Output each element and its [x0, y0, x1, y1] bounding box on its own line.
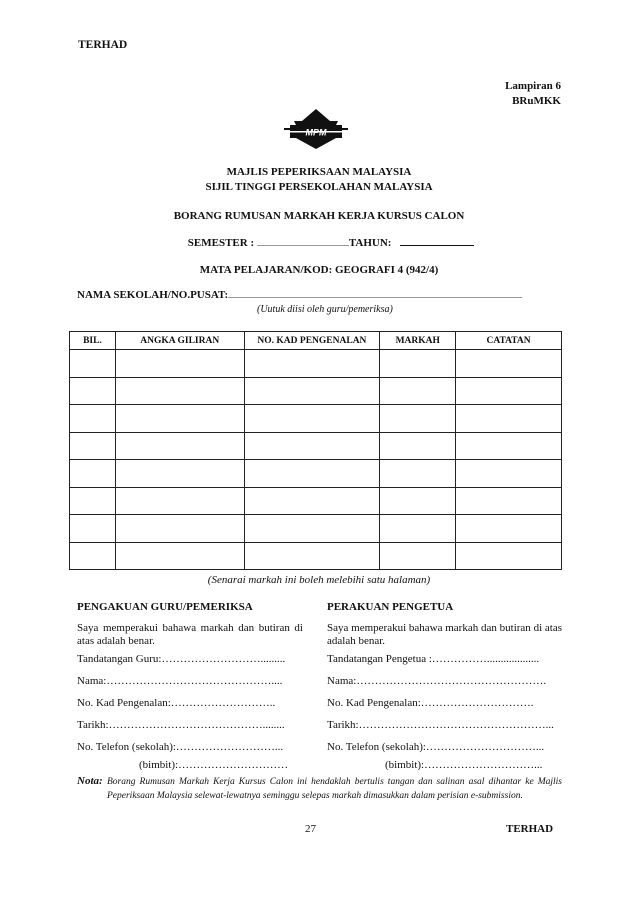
table-cell[interactable] — [244, 405, 380, 433]
table-row — [70, 350, 562, 378]
table-cell[interactable] — [115, 515, 244, 543]
table-cell[interactable] — [456, 460, 562, 488]
appendix-line-1: Lampiran 6 — [505, 80, 561, 92]
table-row — [70, 432, 562, 460]
table-cell[interactable] — [380, 542, 456, 570]
teacher-phone-school-field[interactable]: No. Telefon (sekolah):………………………... — [77, 741, 284, 753]
table-cell[interactable] — [70, 377, 116, 405]
table-cell[interactable] — [70, 487, 116, 515]
principal-phone-mobile-field[interactable]: (bimbit):…………………………... — [385, 759, 543, 771]
col-header-remarks: CATATAN — [456, 332, 562, 350]
principal-statement: Saya memperakui bahawa markah dan butiran di atas adalah benar. — [327, 622, 562, 647]
table-row — [70, 515, 562, 543]
teacher-section-title: PENGAKUAN GURU/PEMERIKSA — [77, 601, 253, 613]
table-cell[interactable] — [456, 515, 562, 543]
teacher-statement: Saya memperakui bahawa markah dan butiran di atas adalah benar. — [77, 622, 303, 647]
table-cell[interactable] — [70, 432, 116, 460]
principal-ic-field[interactable]: No. Kad Pengenalan:…………………………. — [327, 697, 534, 709]
table-cell[interactable] — [244, 377, 380, 405]
table-cell[interactable] — [456, 432, 562, 460]
table-cell[interactable] — [115, 460, 244, 488]
form-title: BORANG RUMUSAN MARKAH KERJA KURSUS CALON — [173, 210, 465, 222]
table-cell[interactable] — [380, 405, 456, 433]
footnote-text: Borang Rumusan Markah Kerja Kursus Calon ini hendaklah bertulis tangan dan salinan asal dihantar ke Majlis Peperiksaan Malaysia selewat-lewatnya seminggu selepas markah dimasukkan dalam perisian e-submission. — [107, 777, 562, 801]
school-label: NAMA SEKOLAH/NO.PUSAT: — [77, 289, 229, 301]
table-cell[interactable] — [380, 460, 456, 488]
table-cell[interactable] — [244, 432, 380, 460]
table-cell[interactable] — [115, 405, 244, 433]
council-title: MAJLIS PEPERIKSAAN MALAYSIA — [226, 166, 412, 178]
semester-field[interactable] — [257, 245, 349, 246]
appendix-line-2: BRuMKK — [512, 95, 561, 107]
table-cell[interactable] — [244, 487, 380, 515]
table-cell[interactable] — [456, 350, 562, 378]
table-row — [70, 487, 562, 515]
col-header-index-number: ANGKA GILIRAN — [115, 332, 244, 350]
subject-title: MATA PELAJARAN/KOD: GEOGRAFI 4 (942/4) — [199, 264, 439, 276]
logo-text: MPM — [305, 127, 327, 138]
table-cell[interactable] — [70, 405, 116, 433]
col-header-number: BIL. — [70, 332, 116, 350]
table-cell[interactable] — [70, 542, 116, 570]
table-header-row — [70, 332, 562, 350]
col-header-marks: MARKAH — [380, 332, 456, 350]
table-cell[interactable] — [115, 377, 244, 405]
table-row — [70, 460, 562, 488]
table-cell[interactable] — [456, 542, 562, 570]
year-field[interactable] — [400, 245, 474, 246]
table-cell[interactable] — [380, 432, 456, 460]
table-cell[interactable] — [115, 350, 244, 378]
teacher-name-field[interactable]: Nama:……………………………………….... — [77, 675, 283, 687]
teacher-date-field[interactable]: Tarikh:……………………………………........ — [77, 719, 285, 731]
certificate-title: SIJIL TINGGI PERSEKOLAHAN MALAYSIA — [205, 181, 433, 193]
table-cell[interactable] — [380, 487, 456, 515]
teacher-ic-field[interactable]: No. Kad Pengenalan:……………………….. — [77, 697, 276, 709]
col-header-ic-number: NO. KAD PENGENALAN — [244, 332, 380, 350]
table-row — [70, 405, 562, 433]
year-label: TAHUN: — [348, 237, 392, 249]
page-number: 27 — [305, 823, 316, 835]
table-cell[interactable] — [244, 542, 380, 570]
table-cell[interactable] — [456, 377, 562, 405]
table-cell[interactable] — [380, 515, 456, 543]
principal-name-field[interactable]: Nama:……………………………………………. — [327, 675, 547, 687]
teacher-signature-field[interactable]: Tandatangan Guru:………………………......... — [77, 653, 286, 665]
table-cell[interactable] — [115, 432, 244, 460]
table-cell[interactable] — [70, 350, 116, 378]
mpm-logo — [284, 107, 348, 151]
principal-phone-school-field[interactable]: No. Telefon (sekolah):…………………………... — [327, 741, 545, 753]
table-row — [70, 542, 562, 570]
semester-year-row — [0, 237, 638, 249]
principal-signature-field[interactable]: Tandatangan Pengetua :……………................... — [327, 653, 540, 665]
classification-header: TERHAD — [78, 39, 128, 51]
table-cell[interactable] — [70, 515, 116, 543]
school-row — [77, 289, 522, 301]
classification-footer: TERHAD — [506, 823, 554, 835]
table-cell[interactable] — [244, 350, 380, 378]
school-hint: (Uutuk diisi oleh guru/pemeriksa) — [257, 304, 393, 315]
table-cell[interactable] — [456, 487, 562, 515]
principal-date-field[interactable]: Tarikh:……………………………………………... — [327, 719, 554, 731]
school-field[interactable] — [228, 297, 522, 298]
table-cell[interactable] — [115, 542, 244, 570]
appendix-label — [505, 79, 561, 109]
principal-section-title: PERAKUAN PENGETUA — [327, 601, 454, 613]
table-cell[interactable] — [380, 377, 456, 405]
teacher-phone-mobile-field[interactable]: (bimbit):………………………… — [139, 759, 289, 771]
table-row — [70, 377, 562, 405]
marks-table — [69, 331, 562, 570]
table-cell[interactable] — [244, 460, 380, 488]
table-cell[interactable] — [70, 460, 116, 488]
semester-label: SEMESTER : — [187, 237, 255, 249]
table-cell[interactable] — [115, 487, 244, 515]
table-cell[interactable] — [456, 405, 562, 433]
table-cell[interactable] — [380, 350, 456, 378]
footnote-label: Nota — [77, 775, 99, 787]
footnote-label-wrap: Nota: — [77, 775, 103, 787]
table-cell[interactable] — [244, 515, 380, 543]
table-continuation-note: (Senarai markah ini boleh melebihi satu halaman) — [207, 574, 431, 586]
